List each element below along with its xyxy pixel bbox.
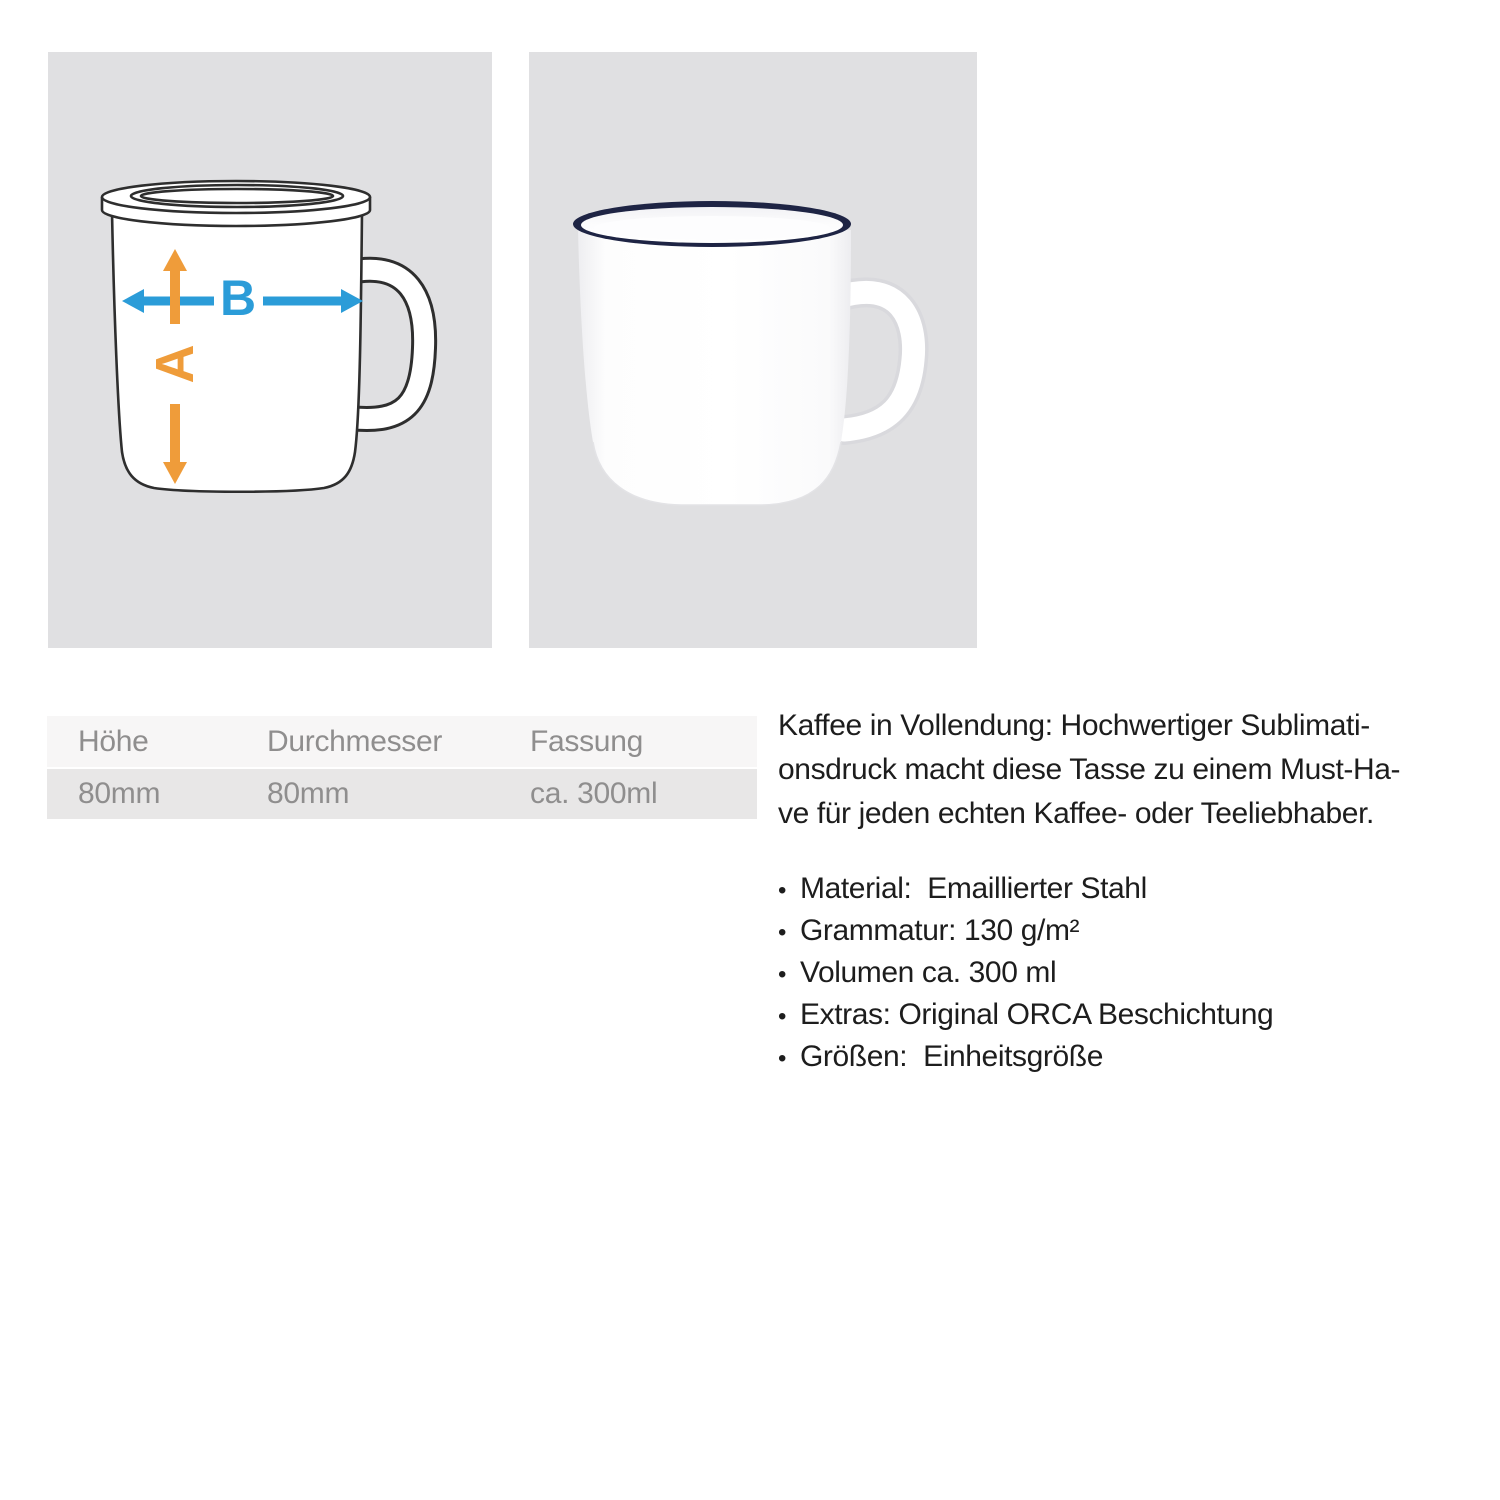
photo-mug-body: [578, 230, 851, 505]
height-label: A: [145, 344, 205, 384]
size-table-value-fassung: ca. 300ml: [530, 777, 658, 810]
feature-item-groessen: [778, 1036, 1478, 1078]
photo-mug-rim: [573, 201, 851, 247]
size-table-header-hoehe: Höhe: [78, 725, 149, 758]
mug-size-diagram: [48, 52, 492, 648]
feature-text: Volumen ca. 300 ml: [800, 956, 1057, 989]
feature-item-material: [778, 868, 1478, 910]
bullet-icon: •: [778, 961, 787, 988]
intro-line: onsdruck macht diese Tasse zu einem Must-Ha-: [778, 753, 1401, 786]
size-table-value-hoehe: 80mm: [78, 777, 161, 810]
width-label: B: [219, 270, 257, 326]
size-diagram-image[interactable]: [48, 52, 492, 648]
size-table-header-durchmesser: Durchmesser: [267, 725, 443, 758]
bullet-icon: •: [778, 1045, 787, 1072]
feature-text: Größen: Einheitsgröße: [800, 1040, 1104, 1073]
intro-line: Kaffee in Vollendung: Hochwertiger Sublimati-: [778, 709, 1370, 742]
size-table: [47, 716, 757, 819]
feature-text: Grammatur: 130 g/m²: [800, 914, 1080, 947]
size-table-header-row: [47, 716, 757, 767]
intro-line: ve für jeden echten Kaffee- oder Teeliebhaber.: [778, 797, 1374, 830]
product-description: [778, 704, 1478, 1078]
enamel-mug-photo: [529, 52, 977, 648]
bullet-icon: •: [778, 919, 787, 946]
feature-list: [778, 868, 1478, 1078]
size-table-value-row: [47, 769, 757, 819]
feature-item-grammatur: [778, 910, 1478, 952]
feature-text: Material: Emaillierter Stahl: [800, 872, 1147, 905]
feature-item-volumen: [778, 952, 1478, 994]
feature-text: Extras: Original ORCA Beschichtung: [800, 998, 1274, 1031]
bullet-icon: •: [778, 1003, 787, 1030]
size-table-value-durchmesser: 80mm: [267, 777, 350, 810]
description-intro: [778, 704, 1478, 836]
bullet-icon: •: [778, 877, 787, 904]
product-photo-image[interactable]: [529, 52, 977, 648]
size-table-header-fassung: Fassung: [530, 725, 643, 758]
feature-item-extras: [778, 994, 1478, 1036]
photo-mug-handle: [839, 292, 914, 430]
